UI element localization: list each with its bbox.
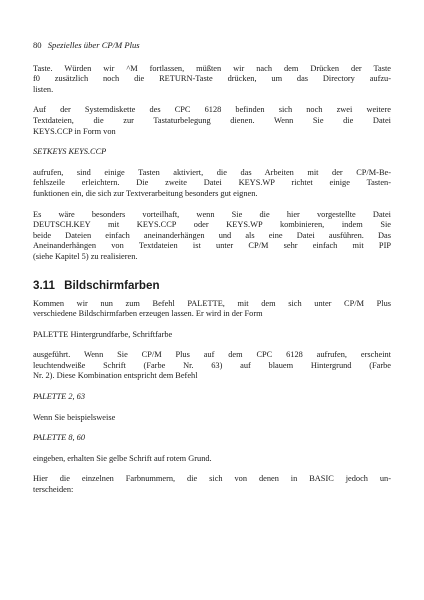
text-line: funktionen ein, die sich zur Textverarbeitung besonders gut eignen. — [33, 188, 258, 198]
paragraph-system-disk — [33, 105, 391, 137]
text-line: Taste. Würden wir ^M fortlassen, müßten wir nach dem Drücken der Taste — [33, 63, 391, 73]
paragraph-palette-intro — [33, 299, 391, 320]
command-setkeys: SETKEYS KEYS.CCP — [33, 147, 107, 157]
text-line: (siehe Kapitel 5) zu realisieren. — [33, 251, 138, 261]
text-line: Es wäre besonders vorteilhaft, wenn Sie die hier vorgestellte Datei — [33, 209, 391, 219]
text-line: terscheiden: — [33, 485, 74, 495]
text-line: ausgeführt. Wenn Sie CP/M Plus auf dem CPC 6128 aufrufen, erscheint — [33, 350, 391, 360]
text-line: Aneinanderhängen von Textdateien ist unter CP/M sehr einfach mit PIP — [33, 241, 391, 251]
text-line: Hier die einzelnen Farbnummern, die sich von denen in BASIC jedoch un- — [33, 474, 391, 484]
page-number: 80 — [33, 40, 42, 50]
paragraph-color-numbers — [33, 474, 391, 495]
command-palette-example: PALETTE 8, 60 — [33, 433, 86, 443]
running-title: Spezielles über CP/M Plus — [47, 40, 140, 50]
paragraph-return-key — [33, 64, 391, 96]
section-title: Bildschirmfarben — [64, 278, 160, 292]
section-heading — [33, 279, 391, 293]
command-palette-default: PALETTE 2, 63 — [33, 392, 86, 402]
text-line: leuchtendweiße Schrift (Farbe Nr. 63) auf blauem Hintergrund (Farbe — [33, 360, 391, 370]
running-header — [33, 40, 391, 51]
paragraph-combine-files — [33, 210, 391, 263]
paragraph-example: Wenn Sie beispielsweise — [33, 412, 116, 422]
paragraph-keys-activated — [33, 168, 391, 200]
section-number: 3.11 — [33, 278, 55, 292]
text-line: KEYS.CCP in Form von — [33, 126, 116, 136]
text-line: verschiedene Bildschirmfarben erzeugen lassen. Er wird in der Form — [33, 309, 263, 319]
text-line: Auf der Systemdiskette des CPC 6128 befinden sich noch zwei weitere — [33, 105, 391, 115]
text-line: beide Dateien einfach aneinanderhängen und als eine Datei ausführen. Das — [33, 230, 391, 240]
text-line: aufrufen, sind einige Tasten aktiviert, die das Arbeiten mit der CP/M-Be- — [33, 167, 391, 177]
paragraph-result: eingeben, erhalten Sie gelbe Schrift auf rotem Grund. — [33, 453, 212, 463]
text-line: fehlszeile erleichtern. Die zweite Datei KEYS.WP richtet einige Tasten- — [33, 178, 391, 188]
book-page — [33, 40, 391, 506]
palette-syntax: PALETTE Hintergrundfarbe, Schriftfarbe — [33, 329, 173, 339]
text-line: Textdateien, die zur Tastaturbelegung dienen. Wenn Sie die Datei — [33, 115, 391, 125]
paragraph-default-colors — [33, 350, 391, 382]
text-line: f0 zusätzlich noch die RETURN-Taste drücken, um das Directory aufzu- — [33, 74, 391, 84]
text-line: DEUTSCH.KEY mit KEYS.CCP oder KEYS.WP kombinieren, indem Sie — [33, 220, 391, 230]
text-line: Kommen wir nun zum Befehl PALETTE, mit dem sich unter CP/M Plus — [33, 298, 391, 308]
text-line: listen. — [33, 84, 54, 94]
text-line: Nr. 2). Diese Kombination entspricht dem Befehl — [33, 371, 198, 381]
